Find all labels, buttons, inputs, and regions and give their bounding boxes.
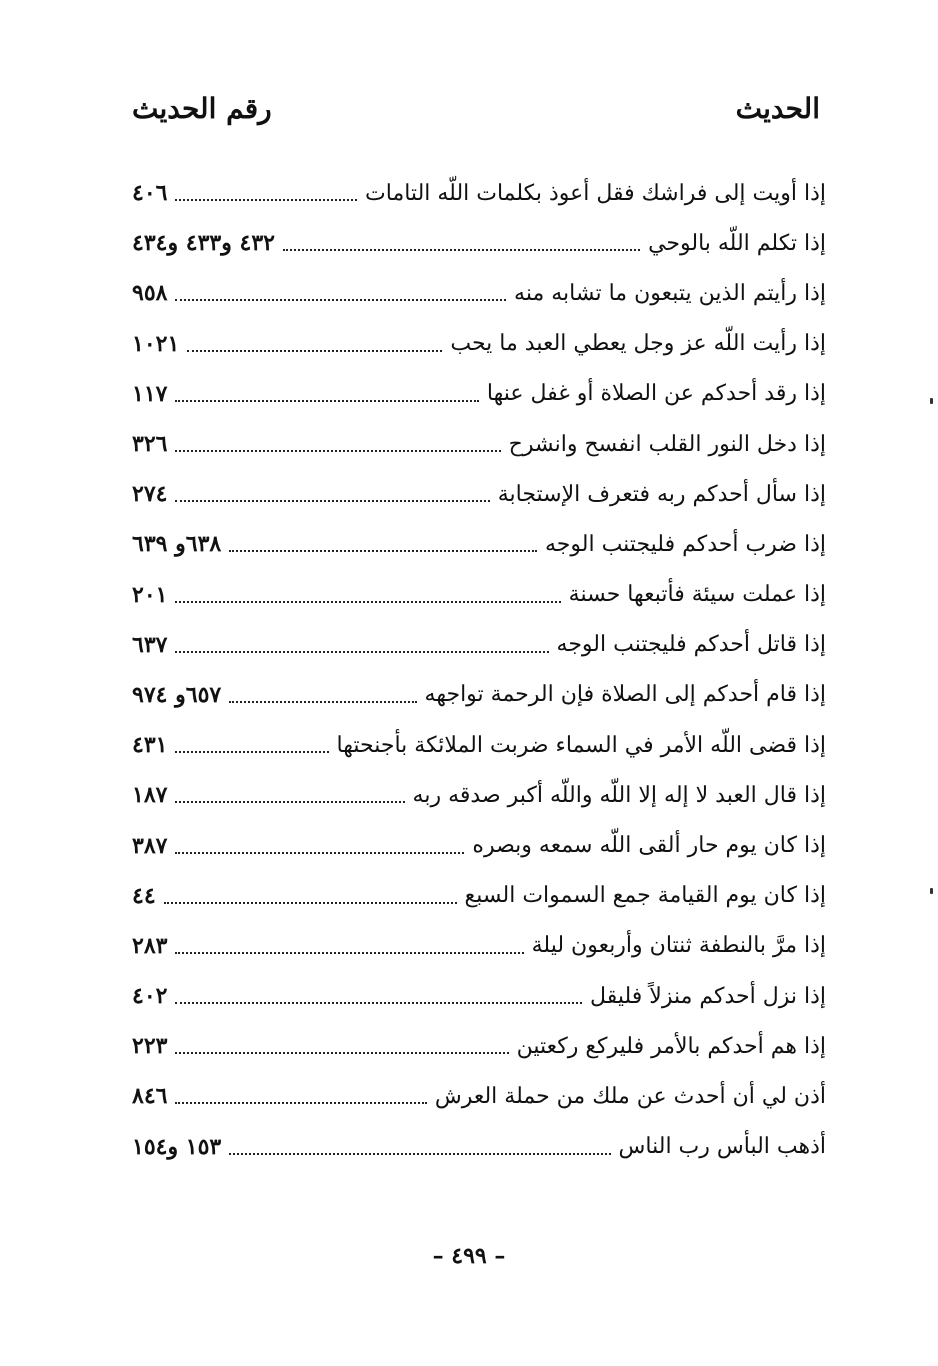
scan-speck bbox=[930, 398, 933, 404]
index-entry bbox=[132, 319, 826, 369]
entry-text: إذا نزل أحدكم منزلاً فليقل bbox=[590, 983, 826, 1009]
entry-text: إذا أويت إلى فراشك فقل أعوذ بكلمات اللّه التامات bbox=[365, 180, 826, 206]
entry-number: ٣٢٦ bbox=[132, 431, 168, 458]
index-entry bbox=[132, 570, 826, 620]
index-entry bbox=[132, 218, 826, 268]
dot-leader bbox=[175, 378, 478, 402]
entry-text: إذا هم أحدكم بالأمر فليركع ركعتين bbox=[516, 1033, 826, 1059]
entry-text: إذا رأيت اللّه عز وجل يعطي العبد ما يحب bbox=[450, 331, 826, 357]
index-entry bbox=[132, 1021, 826, 1071]
index-entry bbox=[132, 419, 826, 469]
entry-number: ٦٥٧و ٩٧٤ bbox=[132, 681, 222, 708]
entry-number: ٢٧٤ bbox=[132, 481, 168, 508]
dot-leader bbox=[175, 478, 489, 502]
entry-text: إذا عملت سيئة فأتبعها حسنة bbox=[568, 582, 826, 608]
entry-number: ٢٢٣ bbox=[132, 1033, 168, 1060]
scan-speck bbox=[930, 888, 933, 894]
entry-text: إذا تكلم اللّه بالوحي bbox=[648, 230, 826, 256]
hadith-index-list bbox=[132, 168, 826, 1172]
index-entry bbox=[132, 720, 826, 770]
entry-text: إذا قاتل أحدكم فليجتنب الوجه bbox=[556, 632, 826, 658]
dot-leader bbox=[175, 428, 500, 452]
page-number: – ٤٩٩ – bbox=[432, 1243, 506, 1269]
dot-leader bbox=[229, 1131, 610, 1155]
index-entry bbox=[132, 820, 826, 870]
entry-number: ٤٣٢ و٤٣٣ و٤٣٤ bbox=[132, 230, 275, 257]
dot-leader bbox=[175, 579, 560, 603]
index-entry bbox=[132, 620, 826, 670]
hadith-column-heading: الحديث bbox=[735, 91, 820, 125]
entry-text: إذا قال العبد لا إله إلا اللّه واللّه أكبر صدقه ربه bbox=[412, 782, 826, 808]
entry-text: إذا رأيتم الذين يتبعون ما تشابه منه bbox=[514, 280, 826, 306]
dot-leader bbox=[175, 1080, 426, 1104]
dot-leader bbox=[164, 880, 457, 904]
entry-text: إذا سأل أحدكم ربه فتعرف الإستجابة bbox=[497, 481, 826, 507]
entry-number: ٤٣١ bbox=[132, 732, 168, 759]
entry-text: إذا رقد أحدكم عن الصلاة أو غفل عنها bbox=[486, 381, 826, 407]
entry-number: ٨٤٦ bbox=[132, 1083, 168, 1110]
index-entry bbox=[132, 971, 826, 1021]
entry-number: ٩٥٨ bbox=[132, 280, 168, 307]
index-entry bbox=[132, 519, 826, 569]
hadith-number-column-heading: رقم الحديث bbox=[132, 91, 272, 125]
entry-text: إذا مرَّ بالنطفة ثنتان وأربعون ليلة bbox=[531, 933, 826, 959]
entry-number: ٣٨٧ bbox=[132, 832, 168, 859]
dot-leader bbox=[187, 328, 442, 352]
dot-leader bbox=[175, 779, 404, 803]
entry-text: إذا قام أحدكم إلى الصلاة فإن الرحمة تواجهه bbox=[424, 682, 826, 708]
index-entry bbox=[132, 921, 826, 971]
dot-leader bbox=[283, 227, 640, 251]
dot-leader bbox=[175, 980, 582, 1004]
entry-number: ٢٠١ bbox=[132, 581, 168, 608]
index-entry bbox=[132, 369, 826, 419]
dot-leader bbox=[175, 277, 506, 301]
entry-number: ١٥٣ و١٥٤ bbox=[132, 1133, 222, 1160]
entry-text: إذا كان يوم القيامة جمع السموات السبع bbox=[464, 883, 826, 909]
index-entry bbox=[132, 871, 826, 921]
page-header bbox=[132, 88, 820, 128]
entry-number: ٦٣٨و ٦٣٩ bbox=[132, 531, 222, 558]
entry-text: إذا قضى اللّه الأمر في السماء ضربت الملائكة بأجنحتها bbox=[336, 732, 826, 758]
entry-text: أذن لي أن أحدث عن ملك من حملة العرش bbox=[434, 1083, 826, 1109]
index-entry bbox=[132, 469, 826, 519]
entry-number: ٤٤ bbox=[132, 882, 156, 909]
entry-number: ٢٨٣ bbox=[132, 932, 168, 959]
index-entry bbox=[132, 168, 826, 218]
entry-number: ٤٠٦ bbox=[132, 180, 168, 207]
index-entry bbox=[132, 670, 826, 720]
index-entry bbox=[132, 1122, 826, 1172]
dot-leader bbox=[175, 177, 357, 201]
dot-leader bbox=[229, 528, 537, 552]
dot-leader bbox=[175, 830, 464, 854]
dot-leader bbox=[175, 1030, 508, 1054]
index-entry bbox=[132, 268, 826, 318]
entry-number: ٤٠٢ bbox=[132, 983, 168, 1010]
entry-number: ٦٣٧ bbox=[132, 631, 168, 658]
entry-text: أذهب البأس رب الناس bbox=[618, 1134, 826, 1160]
entry-number: ١٨٧ bbox=[132, 782, 168, 809]
entry-text: إذا دخل النور القلب انفسح وانشرح bbox=[508, 431, 826, 457]
entry-number: ١١٧ bbox=[132, 380, 168, 407]
dot-leader bbox=[175, 629, 548, 653]
entry-text: إذا ضرب أحدكم فليجتنب الوجه bbox=[545, 531, 826, 557]
index-entry bbox=[132, 1071, 826, 1121]
dot-leader bbox=[175, 729, 328, 753]
entry-text: إذا كان يوم حار ألقى اللّه سمعه وبصره bbox=[472, 833, 826, 859]
entry-number: ١٠٢١ bbox=[132, 330, 180, 357]
dot-leader bbox=[175, 930, 523, 954]
index-entry bbox=[132, 770, 826, 820]
dot-leader bbox=[229, 679, 416, 703]
